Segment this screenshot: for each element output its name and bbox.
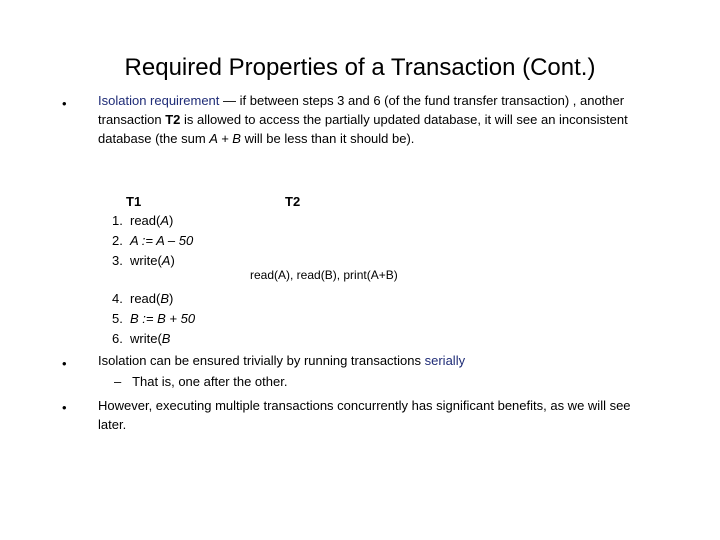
step-var: B	[161, 331, 171, 346]
serial-text: Isolation can be ensured trivially by running transactions	[98, 353, 425, 368]
step-text: )	[169, 291, 174, 306]
step-number: 2.	[112, 233, 123, 248]
step-text: write(	[130, 253, 162, 268]
step-var: A	[161, 253, 171, 268]
dash-marker: –	[114, 374, 122, 389]
serially-term: serially	[424, 353, 466, 368]
step-number: 6.	[112, 331, 123, 346]
step-number: 5.	[112, 311, 123, 326]
isolation-paragraph	[98, 91, 633, 148]
step-text: A := A – 50	[130, 233, 194, 248]
concurrency-paragraph: However, executing multiple transactions concurrently has significant benefits, as we will see later.	[98, 398, 631, 432]
t2-header: T2	[285, 194, 301, 209]
isolation-text-c: will be less than it should be).	[240, 131, 415, 146]
step-var: B	[160, 291, 170, 306]
sub-bullet	[114, 374, 287, 389]
t1-header: T1	[126, 194, 142, 209]
bullet-marker: •	[62, 400, 67, 415]
sum-expression: A + B	[209, 131, 241, 146]
serial-paragraph	[98, 351, 633, 370]
step-text: read(	[130, 213, 161, 228]
step-6	[112, 329, 170, 348]
step-number: 1.	[112, 213, 123, 228]
step-text: write(	[130, 331, 162, 346]
step-2	[112, 231, 193, 250]
step-var: A	[160, 213, 170, 228]
bullet-marker: •	[62, 356, 67, 371]
step-text: read(	[130, 291, 161, 306]
step-4	[112, 289, 173, 308]
step-text: )	[169, 213, 174, 228]
isolation-text-b: is allowed to access the partially updated database, it will see an inconsistent database (the sum	[98, 112, 628, 146]
t2-inline: T2	[165, 112, 181, 127]
step-1	[112, 211, 173, 230]
isolation-term: Isolation requirement	[98, 93, 220, 108]
isolation-text-a: — if between steps 3 and 6 (of the fund transfer transaction) , another transaction	[98, 93, 625, 127]
step-text: )	[170, 253, 175, 268]
step-3	[112, 251, 175, 270]
bullet-marker: •	[62, 96, 67, 111]
step-5	[112, 309, 195, 328]
sub-bullet-text: That is, one after the other.	[132, 374, 288, 389]
step-text: B := B + 50	[130, 311, 196, 326]
step-number: 4.	[112, 291, 123, 306]
t2-operation: read(A), read(B), print(A+B)	[250, 268, 398, 282]
slide-title: Required Properties of a Transaction (Cont.)	[124, 54, 596, 81]
step-number: 3.	[112, 253, 123, 268]
